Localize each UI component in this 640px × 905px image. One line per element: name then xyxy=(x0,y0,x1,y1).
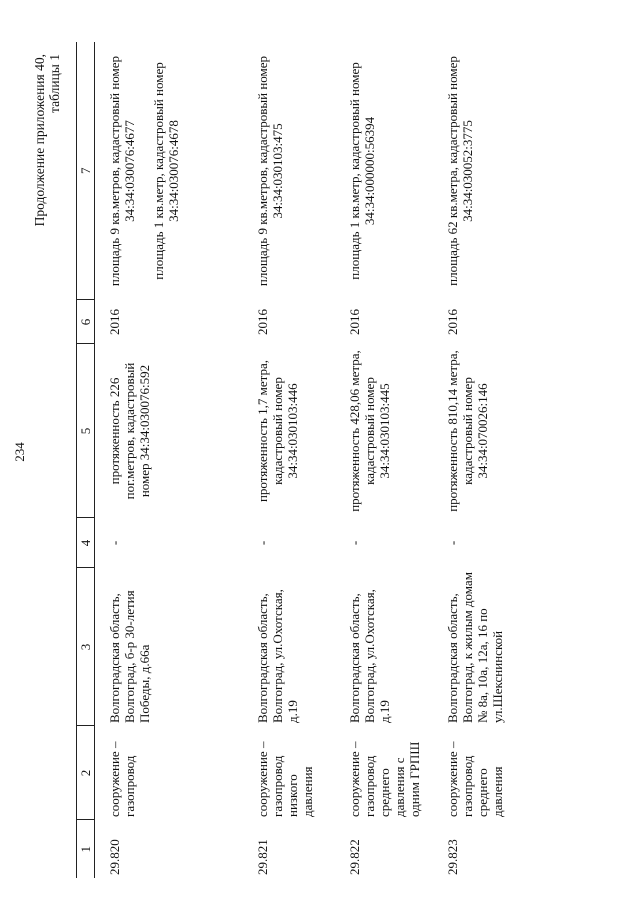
column-4-value: - xyxy=(107,540,122,546)
year: 2016 xyxy=(347,309,362,335)
object-specs: протяженность 428,06 метра, кадастровый номер 34:34:030103:445 xyxy=(347,350,392,512)
table-row xyxy=(439,42,541,878)
object-name: сооружение – газопровод среднего давления с одним ГРПШ xyxy=(347,741,422,817)
data-table xyxy=(76,42,541,878)
continuation-line-1: Продолжение приложения 40, xyxy=(32,54,47,227)
land-plot: площадь 1 кв.метр, кадастровый номер 34:34:000000:56394 xyxy=(347,62,377,280)
row-number: 29.823 xyxy=(445,839,460,875)
year: 2016 xyxy=(107,309,122,335)
column-4-value: - xyxy=(445,540,460,546)
object-address: Волгоградская область, Волгоград, ул.Охотская, д.19 xyxy=(255,589,300,723)
table-row xyxy=(95,42,248,878)
row-number: 29.821 xyxy=(255,839,270,875)
object-name: сооружение – газопровод xyxy=(107,741,137,817)
object-specs: протяженность 1,7 метра, кадастровый номер 34:34:030103:446 xyxy=(255,359,300,503)
year: 2016 xyxy=(445,309,460,335)
column-4-value: - xyxy=(347,540,362,546)
object-address: Волгоградская область, Волгоград, ул.Охотская, д.19 xyxy=(347,589,392,723)
land-plots xyxy=(247,42,343,300)
object-name: сооружение – газопровод среднего давления xyxy=(445,741,505,817)
year: 2016 xyxy=(255,309,270,335)
table-row xyxy=(247,42,343,878)
column-header-4: 4 xyxy=(77,518,95,568)
land-plots xyxy=(439,42,541,300)
object-name: сооружение – газопровод низкого давления xyxy=(255,741,315,817)
land-plots xyxy=(343,42,439,300)
column-header-2: 2 xyxy=(77,726,95,820)
column-header-5: 5 xyxy=(77,344,95,518)
table-row xyxy=(343,42,439,878)
land-plots xyxy=(95,42,248,300)
object-specs: протяженность 226 пог.метров, кадастровый номер 34:34:030076:592 xyxy=(107,362,152,500)
table-header-row xyxy=(77,42,95,878)
object-address: Волгоградская область, Волгоград, б-р 30-летия Победы, д.66а xyxy=(107,590,152,723)
land-plot: площадь 9 кв.метров, кадастровый номер 34:34:030103:475 xyxy=(255,55,285,287)
object-address: Волгоградская область, Волгоград, к жилым домам № 8а, 10а, 12а, 16 по ул.Шекснинской xyxy=(445,572,505,723)
land-plot: площадь 9 кв.метров, кадастровый номер 34:34:030076:4677 xyxy=(107,55,137,287)
continuation-note xyxy=(32,54,62,226)
column-header-6: 6 xyxy=(77,300,95,344)
continuation-line-2: таблицы 1 xyxy=(47,54,62,113)
column-header-3: 3 xyxy=(77,568,95,726)
rotated-page-content xyxy=(32,48,595,878)
land-plot: площадь 62 кв.метра, кадастровый номер 34:34:030052:3775 xyxy=(445,56,475,286)
row-number: 29.820 xyxy=(107,839,122,875)
column-4-value: - xyxy=(255,540,270,546)
object-specs: протяженность 810,14 метра, кадастровый номер 34:34:070026:146 xyxy=(445,350,490,512)
land-plot: площадь 1 кв.метр, кадастровый номер 34:34:030076:4678 xyxy=(151,62,181,280)
column-header-1: 1 xyxy=(78,846,93,853)
page-number: 234 xyxy=(12,442,27,462)
column-header-7: 7 xyxy=(77,42,95,300)
row-number: 29.822 xyxy=(347,839,362,875)
